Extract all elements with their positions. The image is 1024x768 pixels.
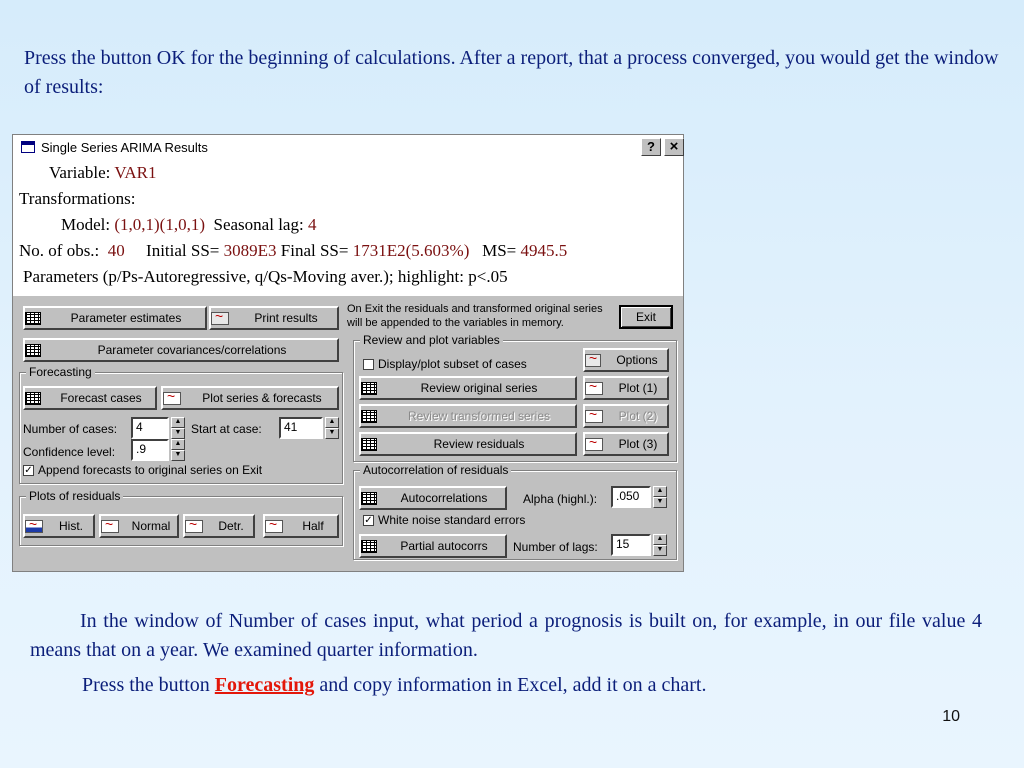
body2-pre: Press the button (82, 674, 215, 696)
review-original-button[interactable] (359, 376, 577, 400)
window-icon (21, 141, 35, 153)
help-button[interactable]: ? (641, 138, 661, 156)
display-subset-checkbox[interactable] (363, 357, 527, 371)
partial-autocorrs-button[interactable] (359, 534, 507, 558)
half-normal-plot-icon (265, 520, 283, 533)
options-label: Options (616, 353, 658, 367)
parameter-estimates-label: Parameter estimates (70, 311, 182, 325)
line-plot-icon (163, 392, 181, 405)
print-results-button[interactable] (209, 306, 339, 330)
autocorrelations-button[interactable] (359, 486, 507, 510)
review-transformed-button[interactable] (359, 404, 577, 428)
normal-plot-icon (101, 520, 119, 533)
display-subset-label: Display/plot subset of cases (378, 357, 527, 371)
plot-3-button[interactable] (583, 432, 669, 456)
body-paragraph-2 (82, 671, 982, 700)
checkmark-icon: ✓ (24, 464, 33, 476)
nobs-value: 40 (107, 241, 125, 260)
grid-icon (25, 392, 41, 405)
review-residuals-label: Review residuals (433, 437, 525, 451)
nobs-label: No. of obs.: (19, 241, 100, 260)
intro-text: Press the button OK for the beginning of calculations. After a report, that a process converged, you would get the window of results: (24, 47, 999, 98)
forecast-cases-button[interactable] (23, 386, 157, 410)
number-of-lags-label: Number of lags: (513, 540, 598, 554)
review-transformed-label: Review transformed series (407, 409, 551, 423)
model-value: (1,0,1)(1,0,1) (114, 215, 206, 234)
title-bar (13, 135, 683, 162)
detr-label: Detr. (218, 519, 244, 533)
plot-1-label: Plot (1) (618, 381, 658, 395)
plot-series-forecasts-label: Plot series & forecasts (202, 391, 322, 405)
append-forecasts-label: Append forecasts to original series on Exit (38, 463, 263, 477)
white-noise-checkbox[interactable] (363, 513, 525, 527)
normal-button[interactable] (99, 514, 179, 538)
line-plot-icon (585, 382, 603, 395)
controls-panel (13, 296, 683, 571)
number-of-lags-input[interactable]: 15 (611, 534, 651, 556)
options-icon (585, 354, 601, 367)
start-at-case-label: Start at case: (191, 422, 262, 436)
plot-2-label: Plot (2) (618, 409, 658, 423)
number-of-lags-spinner[interactable]: ▲ ▼ (653, 534, 667, 556)
review-residuals-button[interactable] (359, 432, 577, 456)
plots-of-residuals-legend: Plots of residuals (26, 489, 123, 503)
variable-label: Variable: (49, 163, 111, 182)
autocorrelations-label: Autocorrelations (400, 491, 488, 505)
grid-icon (361, 382, 377, 395)
half-button[interactable] (263, 514, 339, 538)
half-label: Half (302, 519, 324, 533)
line-plot-icon (585, 438, 603, 451)
forecasting-highlight: Forecasting (214, 674, 315, 696)
partial-autocorrs-label: Partial autocorrs (400, 539, 488, 553)
seasonal-value: 4 (307, 215, 317, 234)
normal-label: Normal (131, 519, 171, 533)
ms-label: MS= (482, 241, 517, 260)
exit-label: Exit (635, 310, 656, 324)
checkbox-icon (363, 359, 374, 370)
print-results-label: Print results (254, 311, 318, 325)
plot-3-label: Plot (3) (618, 437, 658, 451)
number-of-cases-label: Number of cases: (23, 422, 118, 436)
printer-icon (211, 312, 229, 325)
arima-results-window (12, 134, 684, 572)
start-at-case-input[interactable]: 41 (279, 417, 323, 439)
model-label: Model: (61, 215, 111, 234)
page-number: 10 (942, 708, 960, 725)
detr-button[interactable] (183, 514, 255, 538)
plot-series-forecasts-button[interactable] (161, 386, 339, 410)
review-plot-legend: Review and plot variables (360, 333, 503, 347)
number-of-cases-spinner[interactable]: ▲ ▼ (171, 417, 185, 439)
alpha-label: Alpha (highl.): (523, 492, 598, 506)
initial-ss-value: 3089E3 (223, 241, 277, 260)
confidence-level-label: Confidence level: (23, 445, 116, 459)
seasonal-label: Seasonal lag: (213, 215, 304, 234)
alpha-spinner[interactable]: ▲ ▼ (653, 486, 667, 508)
confidence-level-input[interactable]: .9 (131, 439, 169, 461)
body-paragraph-1-text: In the window of Number of cases input, what period a prognosis is built on, for example, in our file value 4 means that on a year. We examined quarter information. (30, 610, 982, 661)
number-of-cases-input[interactable]: 4 (131, 417, 169, 439)
review-original-label: Review original series (420, 381, 538, 395)
exit-button[interactable] (619, 305, 673, 329)
grid-icon (361, 540, 377, 553)
plot-1-button[interactable] (583, 376, 669, 400)
options-button[interactable] (583, 348, 669, 372)
grid-icon (361, 492, 377, 505)
autocorrelation-legend: Autocorrelation of residuals (360, 463, 511, 477)
transformations-label: Transformations: (19, 189, 136, 208)
results-report (13, 161, 683, 296)
variable-value: VAR1 (114, 163, 157, 182)
hist-button[interactable] (23, 514, 95, 538)
forecasting-legend: Forecasting (26, 365, 95, 379)
initial-ss-label: Initial SS= (146, 241, 220, 260)
grid-icon (361, 438, 377, 451)
close-button[interactable]: × (664, 138, 684, 156)
parameter-covariances-label: Parameter covariances/correlations (97, 343, 287, 357)
alpha-input[interactable]: .050 (611, 486, 651, 508)
final-ss-value: 1731E2(5.603%) (352, 241, 470, 260)
grid-icon (25, 312, 41, 325)
confidence-level-spinner[interactable]: ▲ ▼ (171, 439, 185, 461)
exit-note: On Exit the residuals and transformed original series will be appended to the variables in memory. (347, 303, 603, 329)
grid-icon (25, 344, 41, 357)
parameter-covariances-button[interactable] (23, 338, 339, 362)
hist-label: Hist. (59, 519, 83, 533)
parameters-line: Parameters (p/Ps-Autoregressive, q/Qs-Moving aver.); highlight: p<.05 (23, 267, 508, 286)
body-paragraph-1 (30, 607, 982, 665)
detrended-plot-icon (185, 520, 203, 533)
forecast-cases-label: Forecast cases (60, 391, 142, 405)
white-noise-label: White noise standard errors (378, 513, 526, 527)
plot-2-button[interactable] (583, 404, 669, 428)
body2-post: and copy information in Excel, add it on a chart. (314, 674, 707, 696)
histogram-icon (25, 520, 43, 533)
line-plot-icon (585, 410, 603, 423)
grid-icon (361, 410, 377, 423)
final-ss-label: Final SS= (280, 241, 349, 260)
window-title: Single Series ARIMA Results (41, 140, 208, 155)
checkmark-icon: ✓ (364, 514, 373, 526)
append-forecasts-checkbox[interactable] (23, 463, 262, 477)
start-at-case-spinner[interactable]: ▲ ▼ (325, 417, 339, 439)
ms-value: 4945.5 (520, 241, 568, 260)
parameter-estimates-button[interactable] (23, 306, 207, 330)
